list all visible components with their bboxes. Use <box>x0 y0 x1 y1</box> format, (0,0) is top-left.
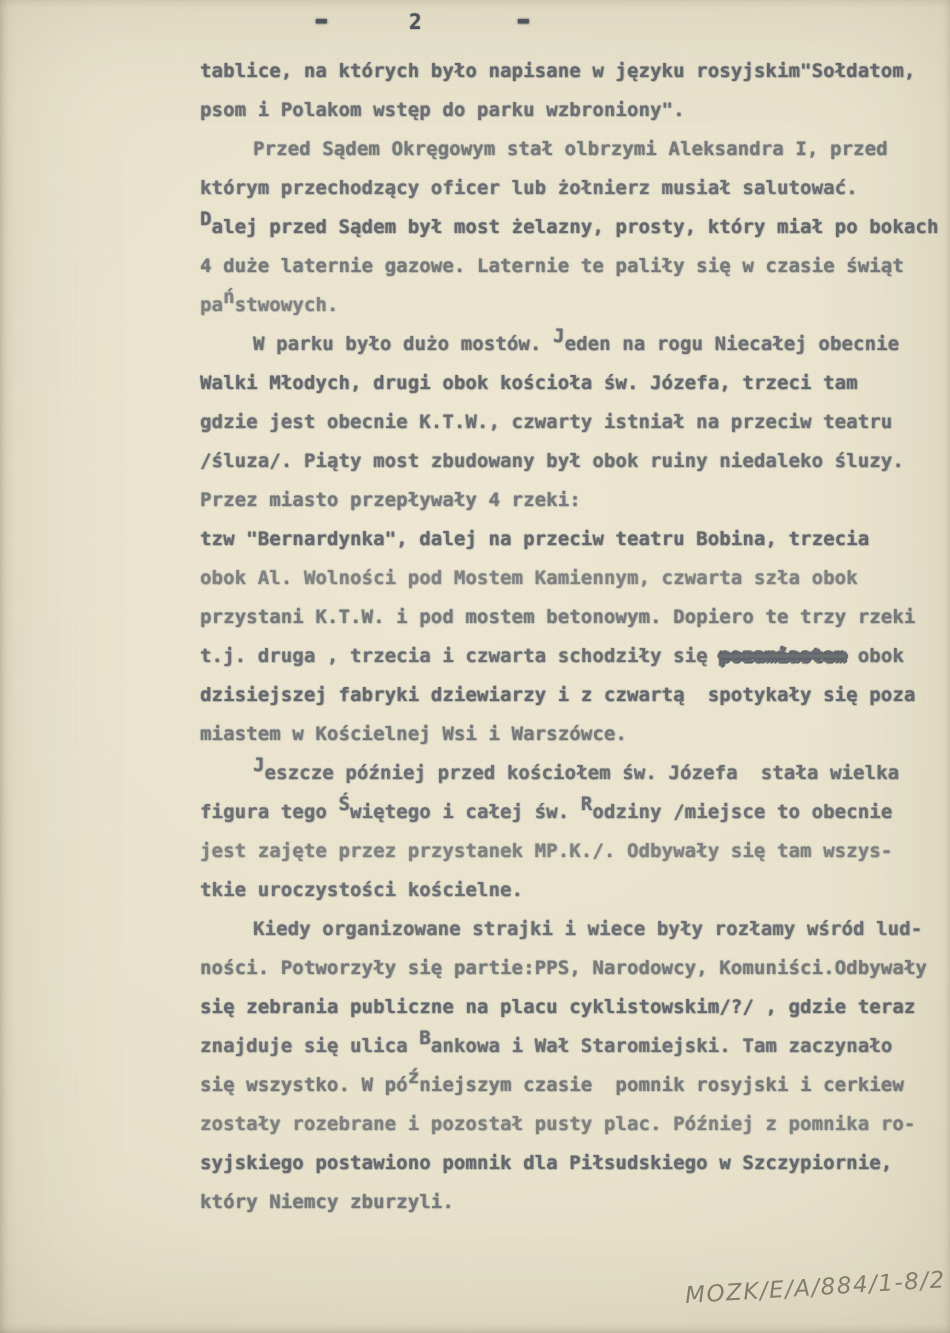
typed-text-segment: tkie uroczystości kościelne. <box>200 879 524 901</box>
typed-line <box>200 988 945 1027</box>
page-number-dash-right: - <box>512 2 535 38</box>
typed-text-segment: pa <box>200 294 224 316</box>
typed-line <box>200 559 945 598</box>
typed-text-segment: psom i Polakom wstęp do parku wzbroniony". <box>200 99 685 121</box>
page-header <box>0 2 950 40</box>
typed-line <box>200 676 945 715</box>
typed-line <box>200 1066 945 1105</box>
typed-text-segment: t.j. druga , trzecia i czwarta schodziły się <box>200 645 720 667</box>
typed-line <box>200 208 945 247</box>
typed-line <box>200 1105 945 1144</box>
typed-line <box>200 247 945 286</box>
typed-text-segment: eszcze później przed kościołem św. Józefa stała wielka <box>264 762 900 784</box>
typed-text-segment: 4 duże laternie gazowe. Laternie te paliły się w czasie świąt <box>200 255 904 277</box>
typed-text-segment: którym przechodzący oficer lub żołnierz musiał salutować. <box>200 177 858 199</box>
typed-text-segment: tablice, na których było napisane w języku rosyjskim"Sołdatom, <box>200 60 916 82</box>
typed-line <box>200 1027 945 1066</box>
typed-text-segment: dzisiejszej fabryki dziewiarzy i z czwartą spotykały się poza <box>200 684 916 706</box>
typed-line <box>200 169 945 208</box>
typed-text-segment: obok <box>846 645 904 667</box>
typed-text-segment: się zebrania publiczne na placu cyklistowskim/?/ , gdzie teraz <box>200 996 916 1018</box>
typed-line <box>200 910 945 949</box>
raised-letter: B <box>419 1027 431 1049</box>
typed-text-segment: gdzie jest obecnie K.T.W., czwarty istniał na przeciw teatru <box>200 411 893 433</box>
typed-text-segment: przystani K.T.W. i pod mostem betonowym. Dopiero te trzy rzeki <box>200 606 916 628</box>
typed-text-segment: zostały rozebrane i pozostał pusty plac. Później z pomnika ro- <box>200 1113 916 1135</box>
raised-letter: R <box>580 793 593 815</box>
typed-text-segment: który Niemcy zburzyli. <box>200 1191 454 1213</box>
raised-letter: ź <box>407 1066 420 1088</box>
typed-line <box>200 520 945 559</box>
typed-text-segment: Przez miasto przepływały 4 rzeki: <box>200 489 581 511</box>
raised-letter: J <box>553 325 565 347</box>
typed-text-segment: ankowa i Wał Staromiejski. Tam zaczynało <box>430 1035 893 1057</box>
typed-line <box>200 403 945 442</box>
page-number: 2 <box>409 10 422 34</box>
typed-text-segment: znajduje się ulica <box>200 1035 420 1057</box>
typed-line <box>200 364 945 403</box>
raised-letter: D <box>200 208 212 230</box>
page-number-dash-left: - <box>310 2 333 38</box>
typed-text-segment: eden na rogu Niecałej obecnie <box>564 333 900 355</box>
typed-text-segment: więtego i całej św. <box>350 801 581 823</box>
typed-line <box>200 1183 945 1222</box>
typed-line <box>200 949 945 988</box>
raised-letter: J <box>253 754 265 776</box>
typed-line <box>200 1144 945 1183</box>
typed-line <box>200 52 945 91</box>
typed-line <box>200 130 945 169</box>
typed-line <box>200 91 945 130</box>
typed-text-segment: jest zajęte przez przystanek MP.K./. Odbywały się tam wszys- <box>200 840 893 862</box>
typed-line <box>200 754 945 793</box>
typed-text-segment: ności. Potworzyły się partie:PPS, Narodowcy, Komuniści.Odbywały <box>200 957 927 979</box>
typed-line <box>200 793 945 832</box>
typed-line <box>200 598 945 637</box>
typed-text-segment: figura tego <box>200 801 339 823</box>
typed-text-segment: tzw "Bernardynka", dalej na przeciw teatru Bobina, trzecia <box>200 528 870 550</box>
typed-line <box>200 832 945 871</box>
typed-text-block <box>200 52 945 1222</box>
typed-text-segment: W parku było dużo mostów. <box>253 333 554 355</box>
typed-text-segment: miastem w Kościelnej Wsi i Warszówce. <box>200 723 627 745</box>
typed-text-segment: odziny /miejsce to obecnie <box>592 801 893 823</box>
typed-text-segment: Przed Sądem Okręgowym stał olbrzymi Aleksandra I, przed <box>253 138 888 160</box>
typed-line <box>200 325 945 364</box>
typed-text-segment: Kiedy organizowane strajki i wiece były rozłamy wśród lud- <box>253 918 923 940</box>
typed-text-segment: niejszym czasie pomnik rosyjski i cerkiew <box>419 1074 904 1096</box>
raised-letter: ń <box>223 286 235 308</box>
typed-text-segment: Walki Młodych, drugi obok kościoła św. Józefa, trzeci tam <box>200 372 858 394</box>
struck-out-word: pozamiastem <box>719 645 847 667</box>
typed-line <box>200 286 945 325</box>
typed-text-segment: stwowych. <box>234 294 339 316</box>
typed-text-segment: się wszystko. W pó <box>200 1074 408 1096</box>
typed-text-segment: /śluza/. Piąty most zbudowany był obok ruiny niedaleko śluzy. <box>200 450 904 472</box>
typed-line <box>200 481 945 520</box>
typed-line <box>200 637 945 676</box>
typed-text-segment: alej przed Sądem był most żelazny, prosty, który miał po bokach <box>211 216 939 238</box>
typed-line <box>200 442 945 481</box>
typed-text-segment: obok Al. Wolności pod Mostem Kamiennym, czwarta szła obok <box>200 567 858 589</box>
archival-reference-handwritten: MOZK/E/A/884/1-8/2 <box>684 1267 947 1309</box>
typed-line <box>200 871 945 910</box>
typed-text-segment: syjskiego postawiono pomnik dla Piłsudskiego w Szczypiornie, <box>200 1152 893 1174</box>
raised-letter: Ś <box>338 793 351 815</box>
typed-line <box>200 715 945 754</box>
